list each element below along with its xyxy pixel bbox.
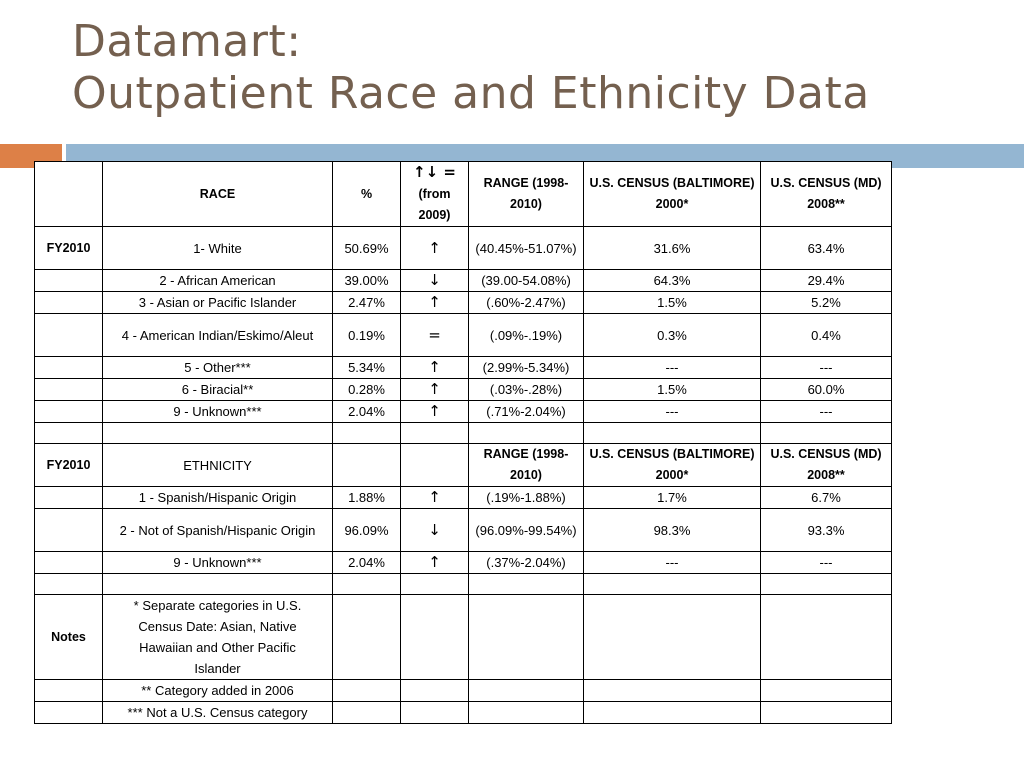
empty-cell xyxy=(401,444,469,487)
trend-up-icon: ↑ xyxy=(401,487,469,509)
race-census-md: 63.4% xyxy=(761,227,892,270)
ethnicity-label: 2 - Not of Spanish/Hispanic Origin xyxy=(103,509,333,552)
race-percent: 5.34% xyxy=(333,357,401,379)
ethnicity-row xyxy=(35,552,892,574)
race-percent: 50.69% xyxy=(333,227,401,270)
empty-cell xyxy=(401,595,469,680)
header-trend xyxy=(401,162,469,227)
empty-cell xyxy=(401,423,469,444)
ethnicity-label: ETHNICITY xyxy=(103,444,333,487)
empty-cell xyxy=(35,401,103,423)
ethnicity-label: 1 - Spanish/Hispanic Origin xyxy=(103,487,333,509)
race-label: 1- White xyxy=(103,227,333,270)
trend-equal-icon: = xyxy=(401,314,469,357)
race-row xyxy=(35,314,892,357)
race-header-row xyxy=(35,162,892,227)
empty-cell xyxy=(333,680,401,702)
empty-cell xyxy=(35,702,103,724)
race-census-md: 0.4% xyxy=(761,314,892,357)
race-row xyxy=(35,357,892,379)
race-range: (40.45%-51.07%) xyxy=(469,227,584,270)
race-census-md: --- xyxy=(761,357,892,379)
fy-label: FY2010 xyxy=(35,444,103,487)
ethnicity-header-range: RANGE (1998-2010) xyxy=(469,444,584,487)
empty-cell xyxy=(35,379,103,401)
notes-row xyxy=(35,595,892,680)
race-range: (2.99%-5.34%) xyxy=(469,357,584,379)
empty-cell xyxy=(35,487,103,509)
empty-cell xyxy=(35,314,103,357)
empty-cell xyxy=(401,574,469,595)
empty-cell xyxy=(35,292,103,314)
race-range: (.03%-.28%) xyxy=(469,379,584,401)
race-census-baltimore: 0.3% xyxy=(584,314,761,357)
empty-cell xyxy=(333,595,401,680)
empty-cell xyxy=(35,270,103,292)
race-range: (.60%-2.47%) xyxy=(469,292,584,314)
trend-arrows-symbol: ↑↓ = xyxy=(413,163,456,181)
trend-down-icon: ↓ xyxy=(401,509,469,552)
empty-cell xyxy=(761,595,892,680)
empty-cell xyxy=(35,509,103,552)
empty-cell xyxy=(333,574,401,595)
race-census-md: --- xyxy=(761,401,892,423)
empty-cell xyxy=(333,444,401,487)
race-label: 4 - American Indian/Eskimo/Aleut xyxy=(103,314,333,357)
ethnicity-row xyxy=(35,509,892,552)
race-census-baltimore: 1.5% xyxy=(584,292,761,314)
notes-label: Notes xyxy=(35,595,103,680)
notes-row xyxy=(35,702,892,724)
empty-cell xyxy=(103,574,333,595)
empty-cell xyxy=(584,574,761,595)
race-census-baltimore: 1.5% xyxy=(584,379,761,401)
empty-cell xyxy=(333,423,401,444)
ethnicity-label: 9 - Unknown*** xyxy=(103,552,333,574)
empty-cell xyxy=(469,680,584,702)
fy-label: FY2010 xyxy=(35,227,103,270)
race-row xyxy=(35,227,892,270)
race-percent: 0.19% xyxy=(333,314,401,357)
empty-cell xyxy=(35,423,103,444)
ethnicity-row xyxy=(35,487,892,509)
ethnicity-percent: 2.04% xyxy=(333,552,401,574)
empty-cell xyxy=(35,574,103,595)
empty-cell xyxy=(103,423,333,444)
note-item: * Separate categories in U.S. Census Date: Asian, Native Hawaiian and Other Pacific Islander xyxy=(103,595,333,680)
empty-cell xyxy=(761,423,892,444)
empty-cell xyxy=(333,702,401,724)
race-percent: 0.28% xyxy=(333,379,401,401)
ethnicity-range: (.37%-2.04%) xyxy=(469,552,584,574)
empty-cell xyxy=(35,680,103,702)
ethnicity-range: (96.09%-99.54%) xyxy=(469,509,584,552)
empty-cell xyxy=(469,423,584,444)
header-percent: % xyxy=(333,162,401,227)
trend-up-icon: ↑ xyxy=(401,379,469,401)
empty-cell xyxy=(469,574,584,595)
empty-cell xyxy=(35,552,103,574)
race-census-baltimore: --- xyxy=(584,401,761,423)
empty-cell xyxy=(761,680,892,702)
race-range: (39.00-54.08%) xyxy=(469,270,584,292)
race-row xyxy=(35,270,892,292)
header-race: RACE xyxy=(103,162,333,227)
trend-up-icon: ↑ xyxy=(401,401,469,423)
ethnicity-census-md: --- xyxy=(761,552,892,574)
trend-up-icon: ↑ xyxy=(401,552,469,574)
ethnicity-percent: 1.88% xyxy=(333,487,401,509)
note-item: *** Not a U.S. Census category xyxy=(103,702,333,724)
race-label: 9 - Unknown*** xyxy=(103,401,333,423)
header-census-baltimore: U.S. CENSUS (BALTIMORE) 2000* xyxy=(584,162,761,227)
notes-row xyxy=(35,680,892,702)
race-row xyxy=(35,292,892,314)
empty-cell xyxy=(469,702,584,724)
ethnicity-census-baltimore: 1.7% xyxy=(584,487,761,509)
empty-cell xyxy=(401,680,469,702)
empty-cell xyxy=(584,595,761,680)
trend-up-icon: ↑ xyxy=(401,357,469,379)
empty-cell xyxy=(469,595,584,680)
race-label: 5 - Other*** xyxy=(103,357,333,379)
empty-cell xyxy=(401,702,469,724)
empty-cell xyxy=(584,423,761,444)
empty-cell xyxy=(761,574,892,595)
trend-up-icon: ↑ xyxy=(401,227,469,270)
ethnicity-census-md: 93.3% xyxy=(761,509,892,552)
ethnicity-range: (.19%-1.88%) xyxy=(469,487,584,509)
note-item: ** Category added in 2006 xyxy=(103,680,333,702)
trend-down-icon: ↓ xyxy=(401,270,469,292)
race-label: 6 - Biracial** xyxy=(103,379,333,401)
empty-cell xyxy=(35,357,103,379)
empty-cell xyxy=(584,702,761,724)
race-census-md: 60.0% xyxy=(761,379,892,401)
race-census-md: 5.2% xyxy=(761,292,892,314)
race-census-baltimore: 31.6% xyxy=(584,227,761,270)
trend-note: (from 2009) xyxy=(418,187,451,222)
race-label: 2 - African American xyxy=(103,270,333,292)
race-row xyxy=(35,401,892,423)
spacer-row xyxy=(35,423,892,444)
ethnicity-header-row xyxy=(35,444,892,487)
race-range: (.09%-.19%) xyxy=(469,314,584,357)
race-ethnicity-table xyxy=(34,161,892,724)
empty-cell xyxy=(584,680,761,702)
ethnicity-census-baltimore: 98.3% xyxy=(584,509,761,552)
header-empty-cell xyxy=(35,162,103,227)
race-census-baltimore: --- xyxy=(584,357,761,379)
slide-title xyxy=(72,16,870,120)
ethnicity-header-census-md: U.S. CENSUS (MD) 2008** xyxy=(761,444,892,487)
race-row xyxy=(35,379,892,401)
ethnicity-percent: 96.09% xyxy=(333,509,401,552)
race-percent: 2.04% xyxy=(333,401,401,423)
empty-cell xyxy=(761,702,892,724)
race-percent: 39.00% xyxy=(333,270,401,292)
race-label: 3 - Asian or Pacific Islander xyxy=(103,292,333,314)
ethnicity-census-baltimore: --- xyxy=(584,552,761,574)
race-census-baltimore: 64.3% xyxy=(584,270,761,292)
race-percent: 2.47% xyxy=(333,292,401,314)
trend-up-icon: ↑ xyxy=(401,292,469,314)
spacer-row xyxy=(35,574,892,595)
header-range: RANGE (1998-2010) xyxy=(469,162,584,227)
race-census-md: 29.4% xyxy=(761,270,892,292)
slide-title-line-1: Datamart: xyxy=(72,16,302,67)
slide-title-line-2: Outpatient Race and Ethnicity Data xyxy=(72,68,870,119)
header-census-md: U.S. CENSUS (MD) 2008** xyxy=(761,162,892,227)
ethnicity-header-census-baltimore: U.S. CENSUS (BALTIMORE) 2000* xyxy=(584,444,761,487)
ethnicity-census-md: 6.7% xyxy=(761,487,892,509)
race-range: (.71%-2.04%) xyxy=(469,401,584,423)
